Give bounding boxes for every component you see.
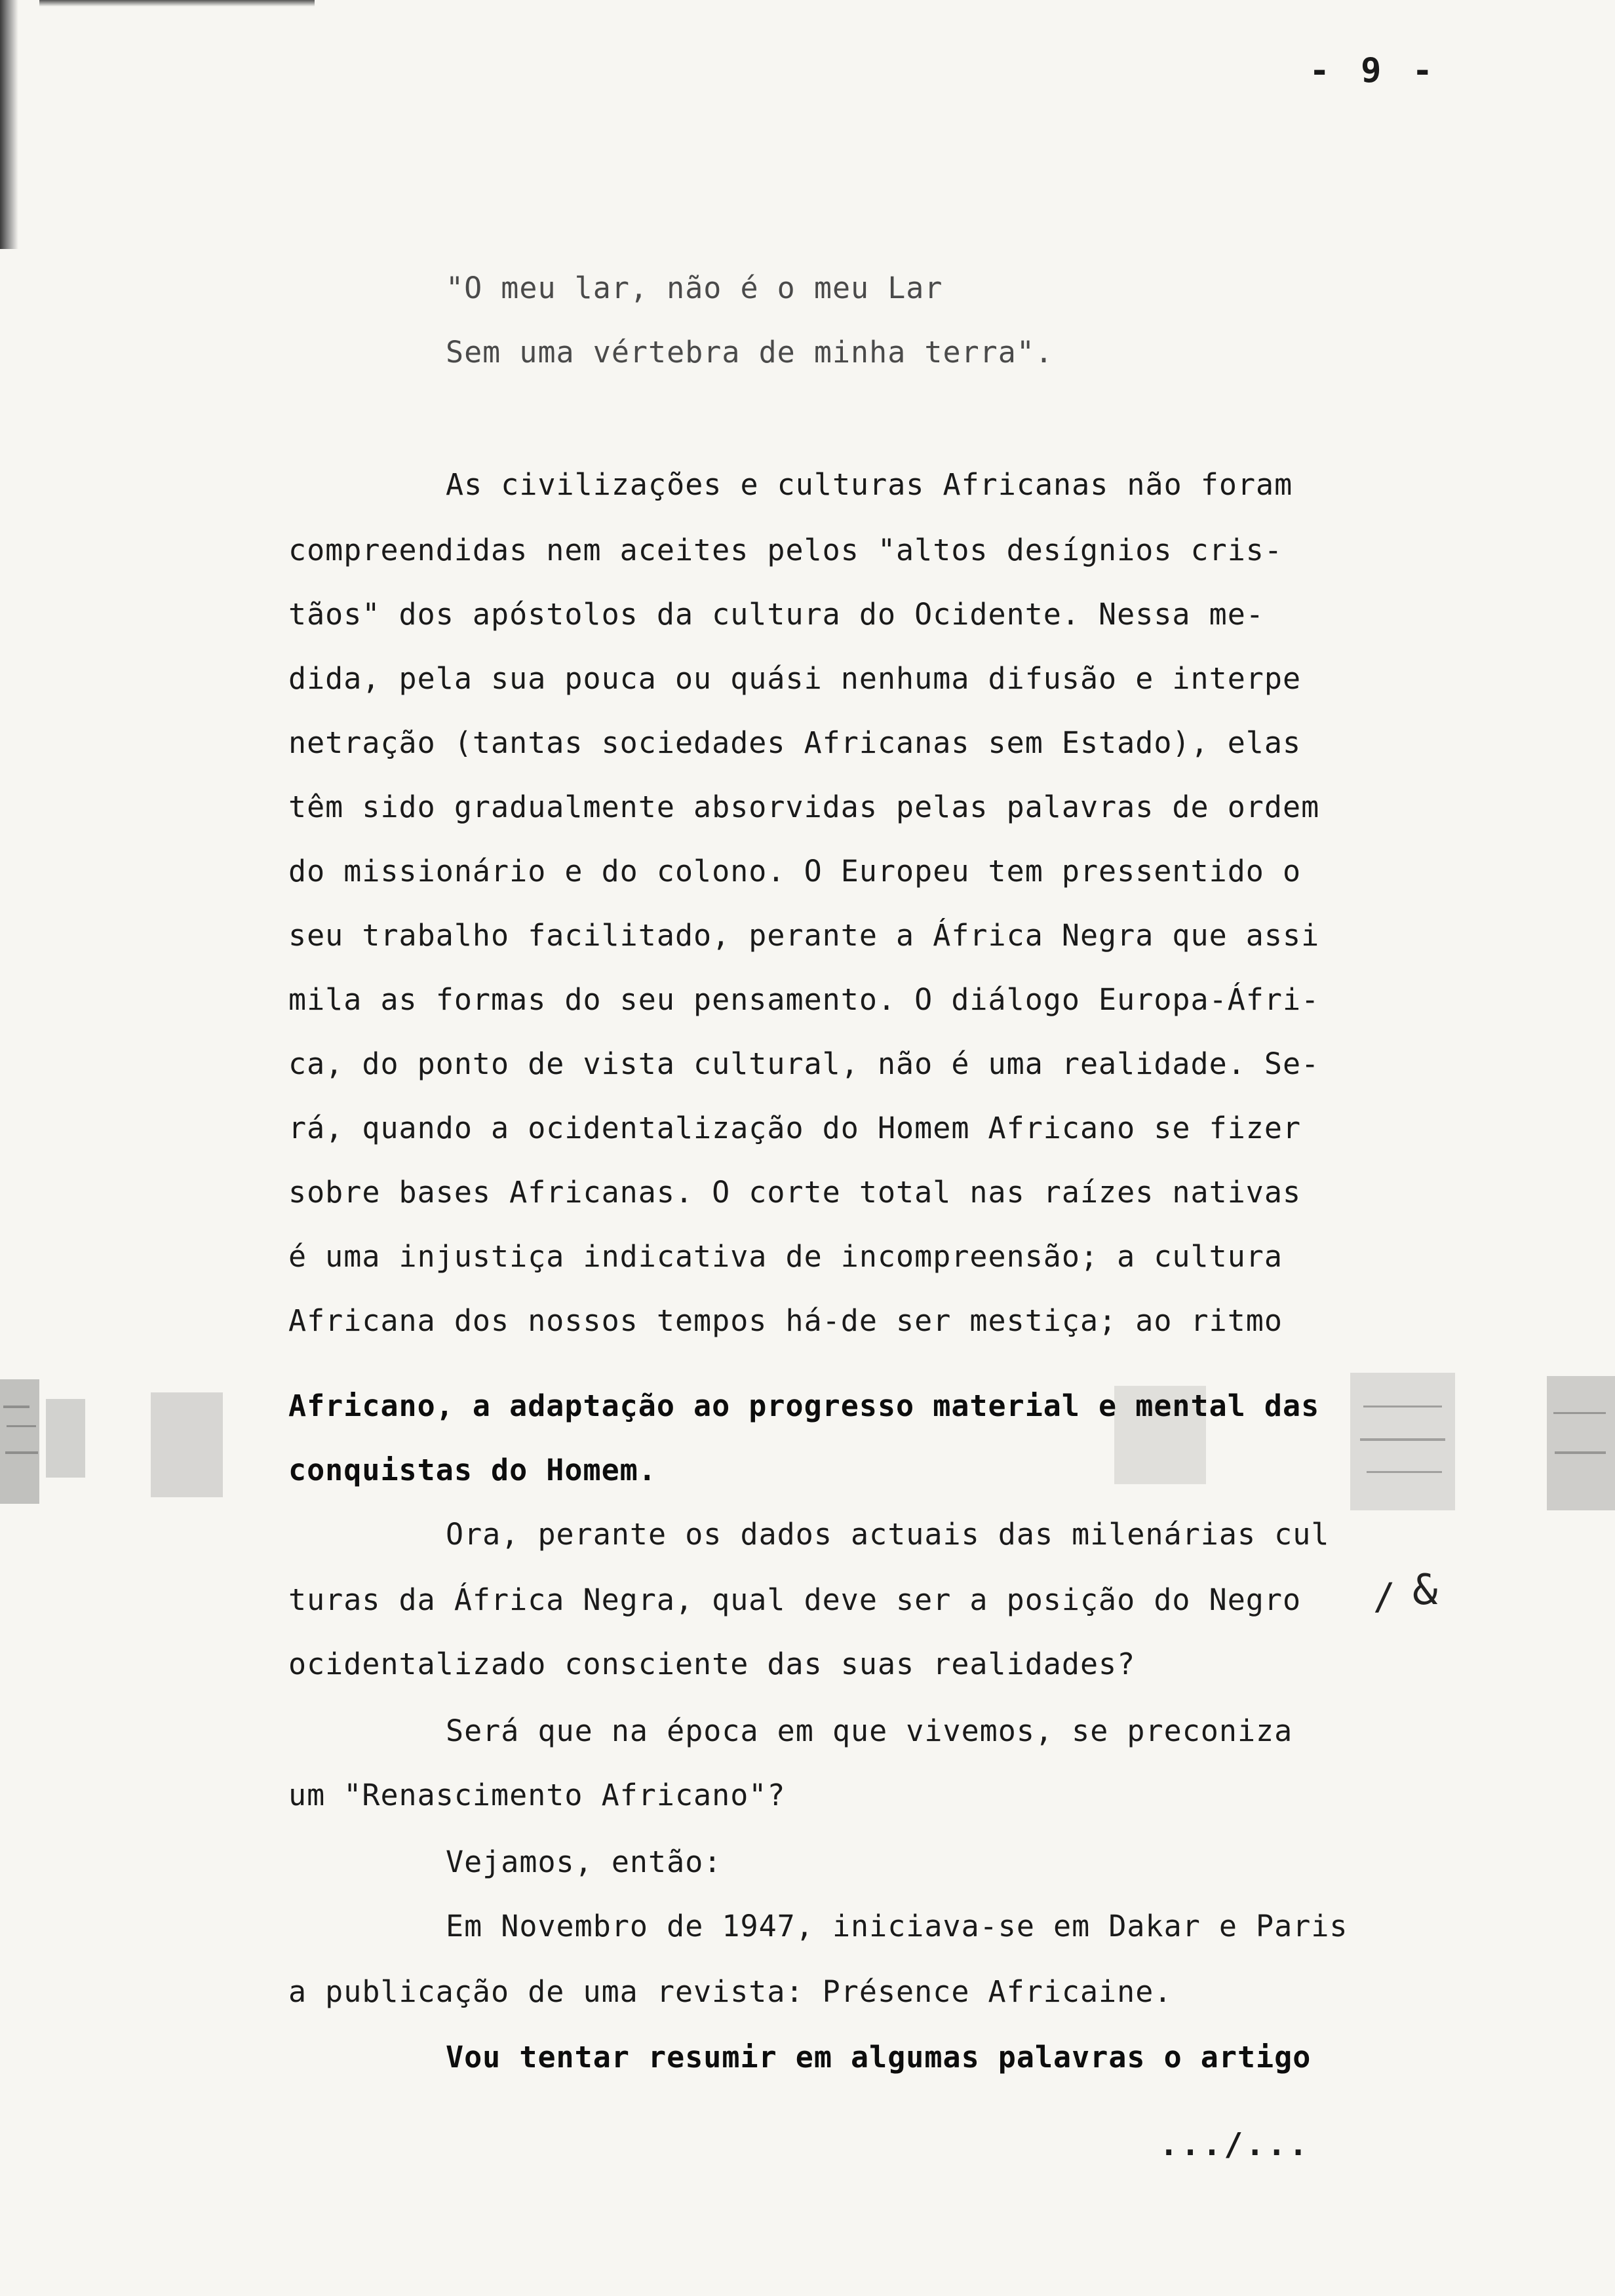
margin-slash: / xyxy=(1373,1576,1395,1618)
epigraph-line: "O meu lar, não é o meu Lar xyxy=(446,271,943,305)
paragraph-line: seu trabalho facilitado, perante a África Negra que assi xyxy=(288,918,1320,953)
margin-annotation: & xyxy=(1412,1566,1438,1615)
paragraph-line: Vejamos, então: xyxy=(446,1845,722,1879)
paragraph-line: ca, do ponto de vista cultural, não é uma realidade. Se- xyxy=(288,1046,1320,1081)
paragraph-line: dida, pela sua pouca ou quási nenhuma difusão e interpe xyxy=(288,661,1302,696)
paragraph-line: ocidentalizado consciente das suas realidades? xyxy=(288,1647,1136,1681)
paragraph-line: é uma injustiça indicativa de incompreensão; a cultura xyxy=(288,1239,1283,1274)
paragraph-line: sobre bases Africanas. O corte total nas raízes nativas xyxy=(288,1175,1302,1210)
page-number: - 9 - xyxy=(1309,51,1438,90)
paragraph-line: compreendidas nem aceites pelos "altos desígnios cris- xyxy=(288,533,1283,567)
paragraph-line: netração (tantas sociedades Africanas sem Estado), elas xyxy=(288,725,1302,760)
paragraph-line: turas da África Negra, qual deve ser a posição do Negro xyxy=(288,1582,1302,1617)
paragraph-line: Em Novembro de 1947, iniciava-se em Dakar e Paris xyxy=(446,1909,1348,1943)
paragraph-line: As civilizações e culturas Africanas não foram xyxy=(446,467,1293,502)
paragraph-line: tãos" dos apóstolos da cultura do Ocidente. Nessa me- xyxy=(288,597,1264,632)
paragraph-line: mila as formas do seu pensamento. O diálogo Europa-Áfri- xyxy=(288,982,1320,1017)
paragraph-line: Africano, a adaptação ao progresso material e mental das xyxy=(288,1388,1320,1423)
paragraph-line: Será que na época em que vivemos, se preconiza xyxy=(446,1713,1293,1748)
paragraph-line: rá, quando a ocidentalização do Homem Africano se fizer xyxy=(288,1111,1302,1145)
paragraph-line: do missionário e do colono. O Europeu tem pressentido o xyxy=(288,854,1302,889)
paragraph-line: Vou tentar resumir em algumas palavras o artigo xyxy=(446,2040,1312,2075)
paragraph-line: conquistas do Homem. xyxy=(288,1453,657,1487)
scan-top-smudge xyxy=(39,0,315,7)
paragraph-line: a publicação de uma revista: Présence Africaine. xyxy=(288,1974,1173,2009)
paragraph-line: Ora, perante os dados actuais das milenárias cul xyxy=(446,1517,1330,1552)
paragraph-line: um "Renascimento Africano"? xyxy=(288,1778,786,1812)
epigraph-line: Sem uma vértebra de minha terra". xyxy=(446,335,1054,370)
paragraph-line: têm sido gradualmente absorvidas pelas palavras de ordem xyxy=(288,790,1320,824)
scan-edge-shadow xyxy=(0,0,18,249)
continuation-mark: .../... xyxy=(1159,2126,1310,2163)
paragraph-line: Africana dos nossos tempos há-de ser mestiça; ao ritmo xyxy=(288,1303,1283,1338)
